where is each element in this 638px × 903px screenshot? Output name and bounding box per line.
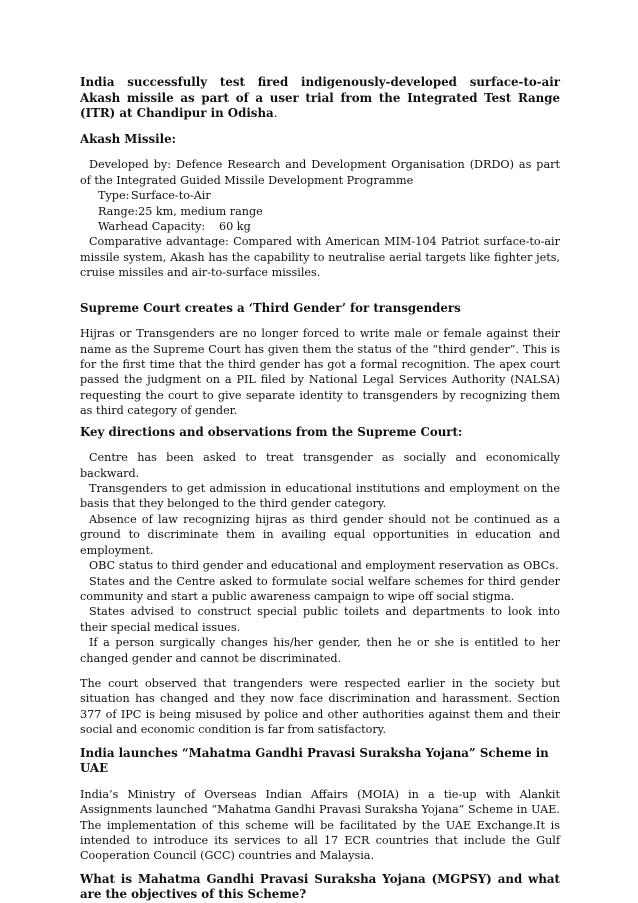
third-gender-heading: Supreme Court creates a ‘Third Gender’ for transgenders bbox=[80, 300, 461, 315]
document-page bbox=[80, 75, 560, 903]
akash-type-value: Surface-to-Air bbox=[131, 189, 211, 203]
direction-item: Transgenders to get admission in educational institutions and employment on the basis that they belonged to the third gender category. bbox=[80, 482, 560, 511]
direction-item: States and the Centre asked to formulate social welfare schemes for third gender community and start a public awareness campaign to wipe off social stigma. bbox=[80, 574, 560, 603]
third-gender-intro: Hijras or Transgenders are no longer forced to write male or female against their name as the Supreme Court has given them the status of the “third gender”. This is for the first time that the third gender has got a formal recognition. The apex court passed the judgment on a PIL filed by National Legal Services Authority (NALSA) requesting the court to give separate identity to transgenders by recognizing them as third category of gender. bbox=[80, 327, 560, 418]
akash-type-line bbox=[80, 188, 560, 203]
directions-list bbox=[80, 450, 560, 666]
akash-warhead-line bbox=[80, 219, 560, 234]
direction-item: Centre has been asked to treat transgender as socially and economically backward. bbox=[80, 451, 560, 480]
akash-warhead-value: 60 kg bbox=[219, 220, 251, 233]
akash-lead-text: India successfully test fired indigenously-developed surface-to-air Akash missile as part of a user trial from the Integrated Test Range (ITR) at Chandipur in Odisha bbox=[80, 75, 560, 121]
mgpsy-question-heading: What is Mahatma Gandhi Pravasi Suraksha Yojana (MGPSY) and what are the objectives of this Scheme? bbox=[80, 871, 560, 902]
court-observation: The court observed that trangenders were respected earlier in the society but situation has changed and they now face discrimination and harassment. Section 377 of IPC is being misused by police and other authorities against them and their social and economic condition is far from satisfactory. bbox=[80, 676, 560, 737]
akash-range-value: 25 km, medium range bbox=[138, 204, 263, 218]
akash-lead-end: . bbox=[273, 106, 278, 121]
akash-advantage: Comparative advantage: Compared with American MIM-104 Patriot surface-to-air missile system, Akash has the capability to neutralise aerial targets like fighter jets, cruise missiles and air-to-surface missiles. bbox=[80, 235, 560, 280]
direction-item: States advised to construct special public toilets and departments to look into their special medical issues. bbox=[80, 605, 560, 634]
akash-range-line bbox=[80, 204, 560, 219]
akash-type-label: Type: bbox=[98, 189, 130, 203]
mgpsy-body: India’s Ministry of Overseas Indian Affairs (MOIA) in a tie-up with Alankit Assignments launched “Mahatma Gandhi Pravasi Suraksha Yojana” Scheme in UAE. The implementation of this scheme will be facilitated by the UAE Exchange.It is intended to introduce its services to all 17 ECR countries that include the Gulf Cooperation Council (GCC) countries and Malaysia. bbox=[80, 787, 560, 863]
direction-item: If a person surgically changes his/her gender, then he or she is entitled to her changed gender and cannot be discriminated. bbox=[80, 636, 560, 665]
direction-item: Absence of law recognizing hijras as third gender should not be continued as a ground to discriminate them in availing equal opportunities in education and employment. bbox=[80, 512, 560, 557]
directions-heading: Key directions and observations from the Supreme Court: bbox=[80, 424, 463, 439]
direction-item: OBC status to third gender and educational and employment reservation as OBCs. bbox=[89, 559, 559, 573]
akash-heading: Akash Missile: bbox=[80, 131, 176, 146]
akash-lead-paragraph bbox=[80, 75, 560, 122]
akash-range-label: Range: bbox=[98, 204, 139, 218]
mgpsy-heading: India launches “Mahatma Gandhi Pravasi Suraksha Yojana” Scheme in UAE bbox=[80, 745, 549, 776]
akash-developed-by: Developed by: Defence Research and Development Organisation (DRDO) as part of the Integrated Guided Missile Development Programme bbox=[80, 158, 560, 187]
akash-warhead-label: Warhead Capacity: bbox=[98, 220, 206, 233]
